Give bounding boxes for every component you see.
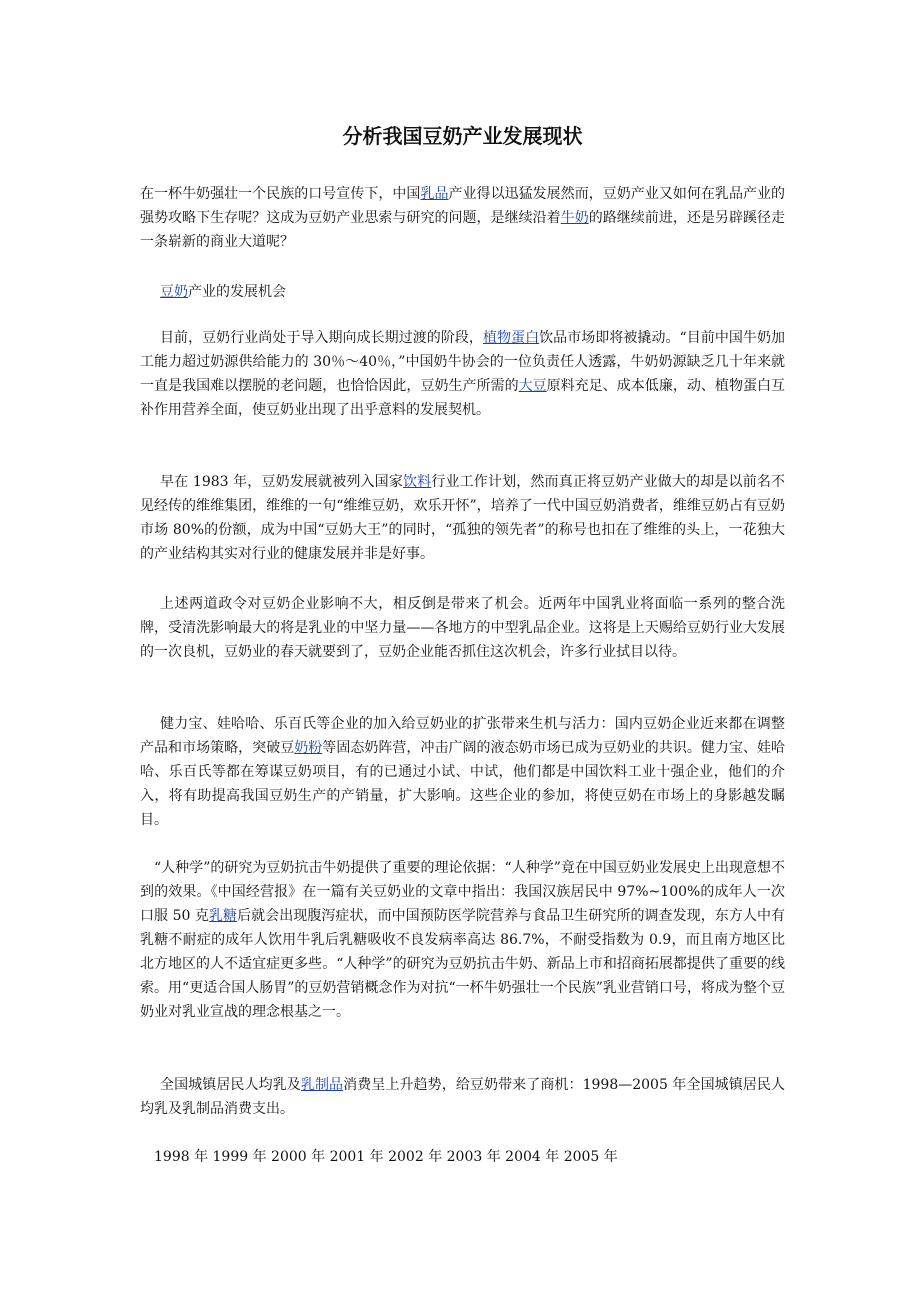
paragraph-current-stage [140, 326, 785, 422]
link-zhiwu-danbai[interactable]: 植物蛋白 [482, 330, 540, 346]
paragraph-text: 饮品市场即将被撬动。“目前中国牛奶加工能力超过奶源供给能力的 30％～40％，”中国奶牛协会的一位负责任人透露，牛奶奶源缺乏几十年来就一直是我国难以摆脱的老问题，也恰恰因此，豆奶生产所需的 [140, 330, 786, 394]
paragraph-consumption-trend [140, 1073, 785, 1121]
paragraph-text: 全国城镇居民人均乳及 [160, 1077, 301, 1093]
paragraph-history [140, 470, 785, 566]
paragraph-text: 在一杯牛奶强壮一个民族的口号宣传下，中国 [140, 186, 421, 202]
paragraph-intro [140, 182, 785, 254]
paragraph-text: 早在 1983 年，豆奶发展就被列入国家 [160, 474, 403, 490]
paragraph-industry-consolidation [140, 592, 785, 664]
paragraph-text: 产业得以迅猛发展然而，豆奶产业又如何在乳品产业的强势攻略下生存呢？这成为豆奶产业思索与研究的问题，是继续沿着 [140, 186, 786, 226]
paragraph-ethnology-research [140, 856, 785, 1024]
link-dadou[interactable]: 大豆 [518, 378, 547, 394]
paragraph-text: 上述两道政令对豆奶企业影响不大，相反倒是带来了机会。近两年中国乳业将面临一系列的整合洗牌，受清洗影响最大的将是乳业的中坚力量——各地方的中型乳品企业。这将是上天赐给豆奶行业大发展的一次良机，豆奶业的春天就要到了，豆奶企业能否抓住这次机会，许多行业拭目以待。 [140, 596, 785, 660]
link-ruping[interactable]: 乳品 [420, 186, 449, 202]
link-niunai[interactable]: 牛奶 [560, 210, 589, 226]
paragraph-text: 行业工作计划，然而真正将豆奶产业做大的却是以前名不见经传的维维集团，维维的一句“维维豆奶，欢乐开怀”，培养了一代中国豆奶消费者，维维豆奶占有豆奶市场 80%的份额，成为中国“豆奶大王”的同时，“孤独的领先者”的称号也扣在了维维的头上，一花独大的产业结构其实对行业的健康发展并非是好事。 [140, 474, 786, 562]
paragraph-text: 原料充足、成本低廉，动、植物蛋白互补作用营养全面，使豆奶业出现了出乎意料的发展契机。 [140, 378, 786, 418]
paragraph-text: 消费呈上升趋势，给豆奶带来了商机：1998—2005 年全国城镇居民人均乳及乳制品消费支出。 [140, 1077, 786, 1117]
paragraph-text: 目前，豆奶行业尚处于导入期向成长期过渡的阶段， [160, 330, 483, 346]
paragraph-new-entrants [140, 712, 785, 832]
document-title: 分析我国豆奶产业发展现状 [342, 124, 583, 148]
paragraph-text: 健力宝、娃哈哈、乐百氏等企业的加入给豆奶业的扩张带来生机与活力：国内豆奶企业近来都在调整产品和市场策略，突破豆 [140, 716, 785, 756]
paragraph-text: 1998 年 1999 年 2000 年 2001 年 2002 年 2003 年 2004 年 2005 年 [154, 1149, 618, 1165]
paragraph-text: 等固态奶阵营，冲击广阔的液态奶市场已成为豆奶业的共识。健力宝、娃哈哈、乐百氏等都在筹谋豆奶项目，有的已通过小试、中试，他们都是中国饮料工业十强企业，他们的介入，将有助提高我国豆奶生产的产销量，扩大影响。这些企业的参加，将使豆奶在市场上的身影越发瞩目。 [140, 740, 786, 828]
paragraph-text: 的路继续前进，还是另辟蹊径走一条崭新的商业大道呢？ [140, 210, 786, 250]
paragraph-text: 产业的发展机会 [188, 284, 286, 300]
link-ruzhipin[interactable]: 乳制品 [300, 1077, 344, 1093]
section-heading-opportunity [140, 280, 785, 304]
link-rutang[interactable]: 乳糖 [208, 908, 238, 924]
paragraph-text: “人种学”的研究为豆奶抗击牛奶提供了重要的理论依据：“人种学”竟在中国豆奶业发展史上出现意想不到的效果。《中国经营报》在一篇有关豆奶业的文章中指出：我国汉族居民中 97%~100%的成年人一次口服 50 克 [140, 860, 785, 924]
link-naifen[interactable]: 奶粉 [294, 740, 323, 756]
paragraph-text: 后就会出现腹泻症状，而中国预防医学院营养与食品卫生研究所的调查发现，东方人中有乳糖不耐症的成年人饮用牛乳后乳糖吸收不良发病率高达 86.7%，不耐受指数为 0.9，而且南方地区比北方地区的人不适宜症更多些。“人种学”的研究为豆奶抗击牛奶、新品上市和招商拓展都提供了重要的线索。用“更适合国人肠胃”的豆奶营销概念作为对抗“一杯牛奶强壮一个民族”乳业营销口号，将成为整个豆奶业对乳业宣战的理念根基之一。 [140, 908, 786, 1020]
paragraph-year-row [140, 1145, 785, 1169]
link-yinliao[interactable]: 饮料 [403, 474, 432, 490]
link-dounai[interactable]: 豆奶 [160, 284, 188, 300]
